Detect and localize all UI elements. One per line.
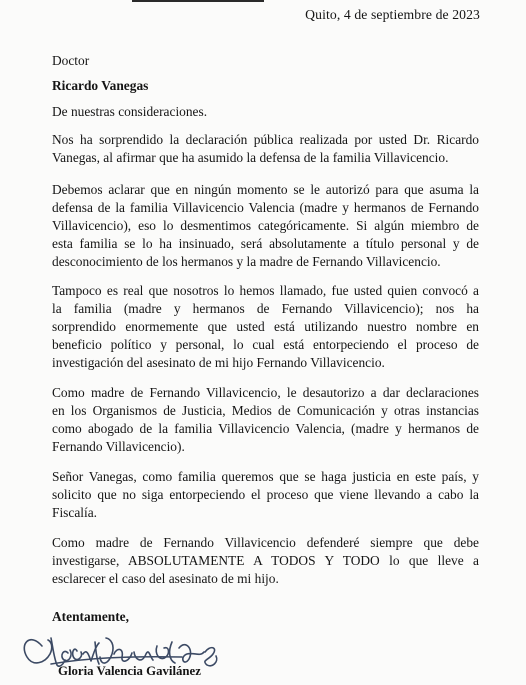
signer-name: Gloria Valencia Gavilánez <box>58 664 201 678</box>
paragraph-2-line-1: Debemos aclarar que en ningún momento se le autorizó para que asuma la <box>52 182 479 197</box>
paragraph-2-line-4: esta familia se lo ha insinuado, será absolutamente a título personal y de <box>52 236 479 251</box>
paragraph-3-line-5: investigación del asesinato de mi hijo Fernando Villavicencio. <box>52 355 385 370</box>
paragraph-4-line-1: Como madre de Fernando Villavicencio, le desautorizo a dar declaraciones <box>52 385 479 400</box>
paragraph-1-line-1: Nos ha sorprendido la declaración pública realizada por usted Dr. Ricardo <box>52 132 479 147</box>
paragraph-4-line-3: como abogado de la familia Villavicencio Valencia, (madre y hermanos de <box>52 421 479 436</box>
paragraph-6-line-3: esclarecer el caso del asesinato de mi hijo. <box>52 571 279 586</box>
greeting: De nuestras consideraciones. <box>52 104 208 119</box>
paragraph-2-line-2: defensa de la familia Villavicencio Valencia (madre y hermanos de Fernando <box>52 200 479 215</box>
paragraph-4-line-4: Fernando Villavicencio). <box>52 439 185 454</box>
letter-date: Quito, 4 de septiembre de 2023 <box>305 7 480 22</box>
paragraph-3-line-3: sorprendido enormemente que usted está utilizando nuestro nombre en <box>52 319 479 334</box>
paragraph-3-line-4: beneficio político y personal, lo cual está entorpeciendo el proceso de <box>52 337 479 352</box>
paragraph-3-line-2: la familia (madre y hermanos de Fernando Villavicencio); nos ha <box>52 301 479 316</box>
paragraph-4-line-2: en los Organismos de Justicia, Medios de Comunicación y otras instancias <box>52 403 479 418</box>
paragraph-6-line-1: Como madre de Fernando Villavicencio defenderé siempre que debe <box>52 535 479 550</box>
paragraph-5-line-1: Señor Vanegas, como familia queremos que se haga justicia en este país, y <box>52 469 479 484</box>
paragraph-2-line-3: Villavicencio), eso lo desmentimos categóricamente. Si algún miembro de <box>52 218 479 233</box>
paragraph-3-line-1: Tampoco es real que nosotros lo hemos llamado, fue usted quien convocó a <box>52 283 479 298</box>
recipient-name: Ricardo Vanegas <box>52 78 149 93</box>
paragraph-6-line-2: investigarse, ABSOLUTAMENTE A TODOS Y TODO lo que lleve a <box>52 553 479 568</box>
closing: Atentamente, <box>52 609 129 624</box>
paragraph-2-line-5: desconocimiento de los hermanos y la madre de Fernando Villavicencio. <box>52 254 441 269</box>
paragraph-5-line-2: solicito que no siga entorpeciendo el proceso que viene llevando a cabo la <box>52 487 479 502</box>
recipient-title: Doctor <box>52 53 90 68</box>
top-header-line <box>132 0 264 2</box>
paragraph-5-line-3: Fiscalía. <box>52 505 97 520</box>
paragraph-1-line-2: Vanegas, al afirmar que ha asumido la defensa de la familia Villavicencio. <box>52 150 449 165</box>
